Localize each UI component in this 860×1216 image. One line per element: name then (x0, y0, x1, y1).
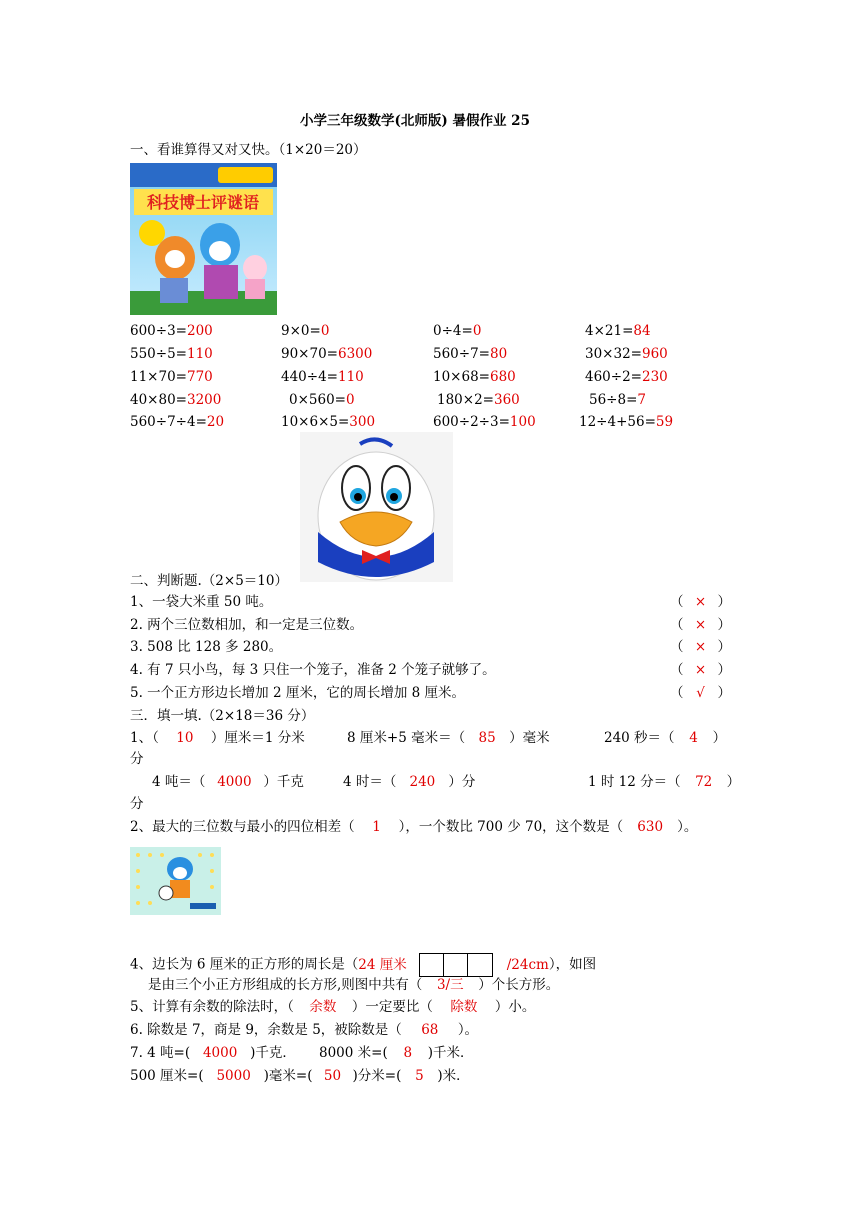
q7a-answer: 4000 (202, 1045, 238, 1061)
calc-answer: 7 (637, 392, 646, 408)
q5-answer-1: 余数 (309, 999, 337, 1015)
judgment-answer (670, 684, 731, 702)
paren-close: ） (717, 617, 731, 633)
q7c (130, 1067, 470, 1085)
q1f (588, 773, 740, 791)
judgment-item: 1、一袋大米重 50 吨。 (130, 594, 273, 610)
calc-item (130, 368, 213, 386)
calc-item (130, 345, 213, 363)
q6-answer: 68 (421, 1022, 439, 1038)
q1a (130, 729, 305, 747)
calc-question: 10×6×5= (281, 414, 350, 430)
calc-item (130, 322, 213, 340)
q7c-answer-1: 5000 (216, 1068, 251, 1084)
square-3 (468, 954, 492, 976)
calc-answer: 20 (206, 414, 225, 430)
q1c-pre: 240 秒＝（ (604, 730, 675, 746)
q1c-post: ） (712, 730, 727, 746)
q1f-post: ） (726, 774, 741, 790)
q5-post: ）小。 (494, 999, 536, 1015)
calc-answer: 0 (320, 323, 330, 339)
judgment-answer (670, 616, 731, 634)
q1e-answer: 240 (409, 774, 436, 790)
judgment-item: 3. 508 比 128 多 280。 (130, 639, 283, 655)
calc-answer: 3200 (186, 392, 222, 408)
paren-open: （ (670, 685, 684, 701)
calc-question: 560÷7÷4= (130, 414, 207, 430)
unit-fen-1: 分 (130, 751, 144, 767)
calc-question: 550÷5= (130, 346, 187, 362)
judgment-answer (670, 661, 731, 679)
judgment-item: 4. 有 7 只小鸟，每 3 只住一个笼子，准备 2 个笼子就够了。 (130, 662, 496, 678)
unit-fen-2: 分 (130, 796, 144, 812)
judgment-item: 2. 两个三位数相加，和一定是三位数。 (130, 617, 364, 633)
q7a-post: )千克． (250, 1045, 296, 1061)
calc-question: 56÷8= (589, 392, 638, 408)
judgment-mark: × (694, 617, 707, 633)
cartoon-cat-image (130, 847, 221, 915)
cover-title-text: 科技博士评谜语 (146, 193, 260, 212)
calc-item (281, 413, 375, 431)
calc-answer: 300 (349, 414, 376, 430)
q2-pre: 2、最大的三位数与最小的四位相差（ (130, 819, 355, 835)
q4b (148, 976, 559, 994)
calc-item (579, 413, 673, 431)
book-cover-image (130, 163, 277, 315)
calc-question: 4×21= (585, 323, 634, 339)
section2-heading: 二、判断题.（2×5＝10） (130, 573, 288, 589)
q7a-pre: 7. 4 吨=( (130, 1045, 191, 1061)
q2-mid: ），一个数比 700 少 70，这个数是（ (398, 819, 624, 835)
q7c-pre: 500 厘米=( (130, 1068, 204, 1084)
calc-question: 90×70= (281, 346, 338, 362)
calc-item (130, 391, 221, 409)
q1f-pre: 1 时 12 分＝（ (588, 774, 681, 790)
calc-answer: 0 (472, 323, 482, 339)
calc-item (433, 345, 507, 363)
q4-answer-2: /24cm (506, 956, 549, 973)
judgment-item: 5. 一个正方形边长增加 2 厘米，它的周长增加 8 厘米。 (130, 685, 466, 701)
judgment-mark: × (694, 662, 707, 678)
calc-question: 10×68= (433, 369, 490, 385)
calc-item (589, 391, 646, 409)
q2-answer-2: 630 (637, 819, 664, 835)
calc-item (281, 345, 372, 363)
q5-answer-2: 除数 (450, 999, 478, 1015)
calc-question: 460÷2= (585, 369, 642, 385)
q4-post: ），如图 (548, 956, 597, 973)
q6 (130, 1021, 478, 1039)
q1c (604, 729, 726, 747)
calc-answer: 360 (493, 392, 520, 408)
q1a-post: ）厘米＝1 分米 (210, 730, 305, 746)
calc-answer: 110 (337, 369, 364, 385)
q7c-mid-1: )毫米=( (263, 1068, 313, 1084)
q7c-mid-2: )分米=( (352, 1068, 402, 1084)
q7b-pre: 8000 米=( (319, 1045, 388, 1061)
judgment-mark: × (694, 594, 707, 610)
q5-mid: ）一定要比（ (351, 999, 433, 1015)
page-title: 小学三年级数学(北师版) 暑假作业 25 (300, 113, 530, 129)
q2-post: ）。 (677, 819, 698, 835)
q1b-pre: 8 厘米+5 毫米＝（ (347, 730, 466, 746)
q1b-post: ）毫米 (509, 730, 550, 746)
calc-item (585, 368, 668, 386)
q1e (343, 773, 475, 791)
calc-question: 9×0= (281, 323, 321, 339)
q1d-post: ）千克 (263, 774, 304, 790)
q4b-pre: 是由三个小正方形组成的长方形,则图中共有（ (148, 977, 423, 993)
q7c-post: )米． (437, 1068, 470, 1084)
calc-answer: 6300 (337, 346, 373, 362)
paren-open: （ (670, 594, 684, 610)
square-1 (420, 954, 444, 976)
q1b-answer: 85 (478, 730, 496, 746)
calc-answer: 80 (489, 346, 508, 362)
calc-question: 0÷4= (433, 323, 473, 339)
q4-pre: 4、边长为 6 厘米的正方形的周长是（ (130, 956, 359, 973)
calc-item (585, 322, 651, 340)
calc-item (585, 345, 668, 363)
q7c-answer-2: 50 (323, 1068, 342, 1084)
square-2 (444, 954, 468, 976)
q7b-post: )千米． (427, 1045, 474, 1061)
q4b-post: ）个长方形。 (478, 977, 560, 993)
q2 (130, 818, 697, 836)
q1a-answer: 10 (176, 730, 194, 746)
q1d (152, 773, 304, 791)
paren-open: （ (670, 639, 684, 655)
calc-question: 440÷4= (281, 369, 338, 385)
calc-question: 0×560= (289, 392, 346, 408)
judgment-answer (670, 638, 731, 656)
q1d-pre: 4 吨＝（ (152, 774, 206, 790)
q5 (130, 998, 535, 1016)
calc-answer: 770 (186, 369, 213, 385)
q1f-answer: 72 (695, 774, 713, 790)
judgment-mark: × (694, 639, 707, 655)
calc-item (433, 368, 516, 386)
section1-heading: 一、看谁算得又对又快。（1×20＝20） (130, 142, 367, 158)
calc-answer: 100 (509, 414, 536, 430)
judgment-answer (670, 593, 731, 611)
q1e-post: ）分 (448, 774, 476, 790)
q6-post: ）。 (457, 1022, 479, 1038)
q5-pre: 5、计算有余数的除法时，（ (130, 999, 294, 1015)
calc-answer: 200 (186, 323, 213, 339)
calc-answer: 59 (655, 414, 674, 430)
q7b (319, 1044, 474, 1062)
calc-item (433, 413, 536, 431)
calc-item (437, 391, 520, 409)
three-squares-figure (419, 953, 493, 977)
calc-question: 40×80= (130, 392, 187, 408)
calc-question: 560÷7= (433, 346, 490, 362)
q4b-answer: 3/三 (436, 977, 464, 993)
calc-question: 11×70= (130, 369, 187, 385)
calc-item (130, 413, 224, 431)
q7c-answer-3: 5 (415, 1068, 424, 1084)
section3-heading: 三．填一填.（2×18＝36 分） (130, 708, 315, 724)
q7a (130, 1044, 296, 1062)
calc-answer: 680 (489, 369, 516, 385)
calc-answer: 110 (186, 346, 213, 362)
calc-question: 600÷2÷3= (433, 414, 510, 430)
q7b-answer: 8 (403, 1045, 413, 1061)
q1e-pre: 4 时＝（ (343, 774, 397, 790)
q4 (130, 953, 596, 977)
paren-close: ） (717, 685, 731, 701)
q6-pre: 6. 除数是 7，商是 9，余数是 5，被除数是（ (130, 1022, 402, 1038)
judgment-mark: √ (696, 685, 705, 701)
calc-item (281, 322, 329, 340)
calc-question: 30×32= (585, 346, 642, 362)
paren-close: ） (717, 639, 731, 655)
duck-egg-image (300, 432, 453, 582)
paren-open: （ (670, 617, 684, 633)
q1a-pre: 1、（ (130, 730, 159, 746)
calc-question: 12÷4+56= (579, 414, 656, 430)
calc-question: 180×2= (437, 392, 494, 408)
paren-close: ） (717, 594, 731, 610)
calc-answer: 960 (641, 346, 668, 362)
calc-item (281, 368, 364, 386)
paren-open: （ (670, 662, 684, 678)
calc-answer: 230 (641, 369, 668, 385)
calc-question: 600÷3= (130, 323, 187, 339)
q1c-answer: 4 (689, 730, 698, 746)
q2-answer-1: 1 (372, 819, 381, 835)
q1b (347, 729, 550, 747)
q4-answer-1: 24 厘米 (358, 956, 407, 973)
q1d-answer: 4000 (217, 774, 252, 790)
calc-item (433, 322, 481, 340)
calc-answer: 84 (633, 323, 651, 339)
calc-item (289, 391, 355, 409)
calc-answer: 0 (345, 392, 355, 408)
paren-close: ） (717, 662, 731, 678)
